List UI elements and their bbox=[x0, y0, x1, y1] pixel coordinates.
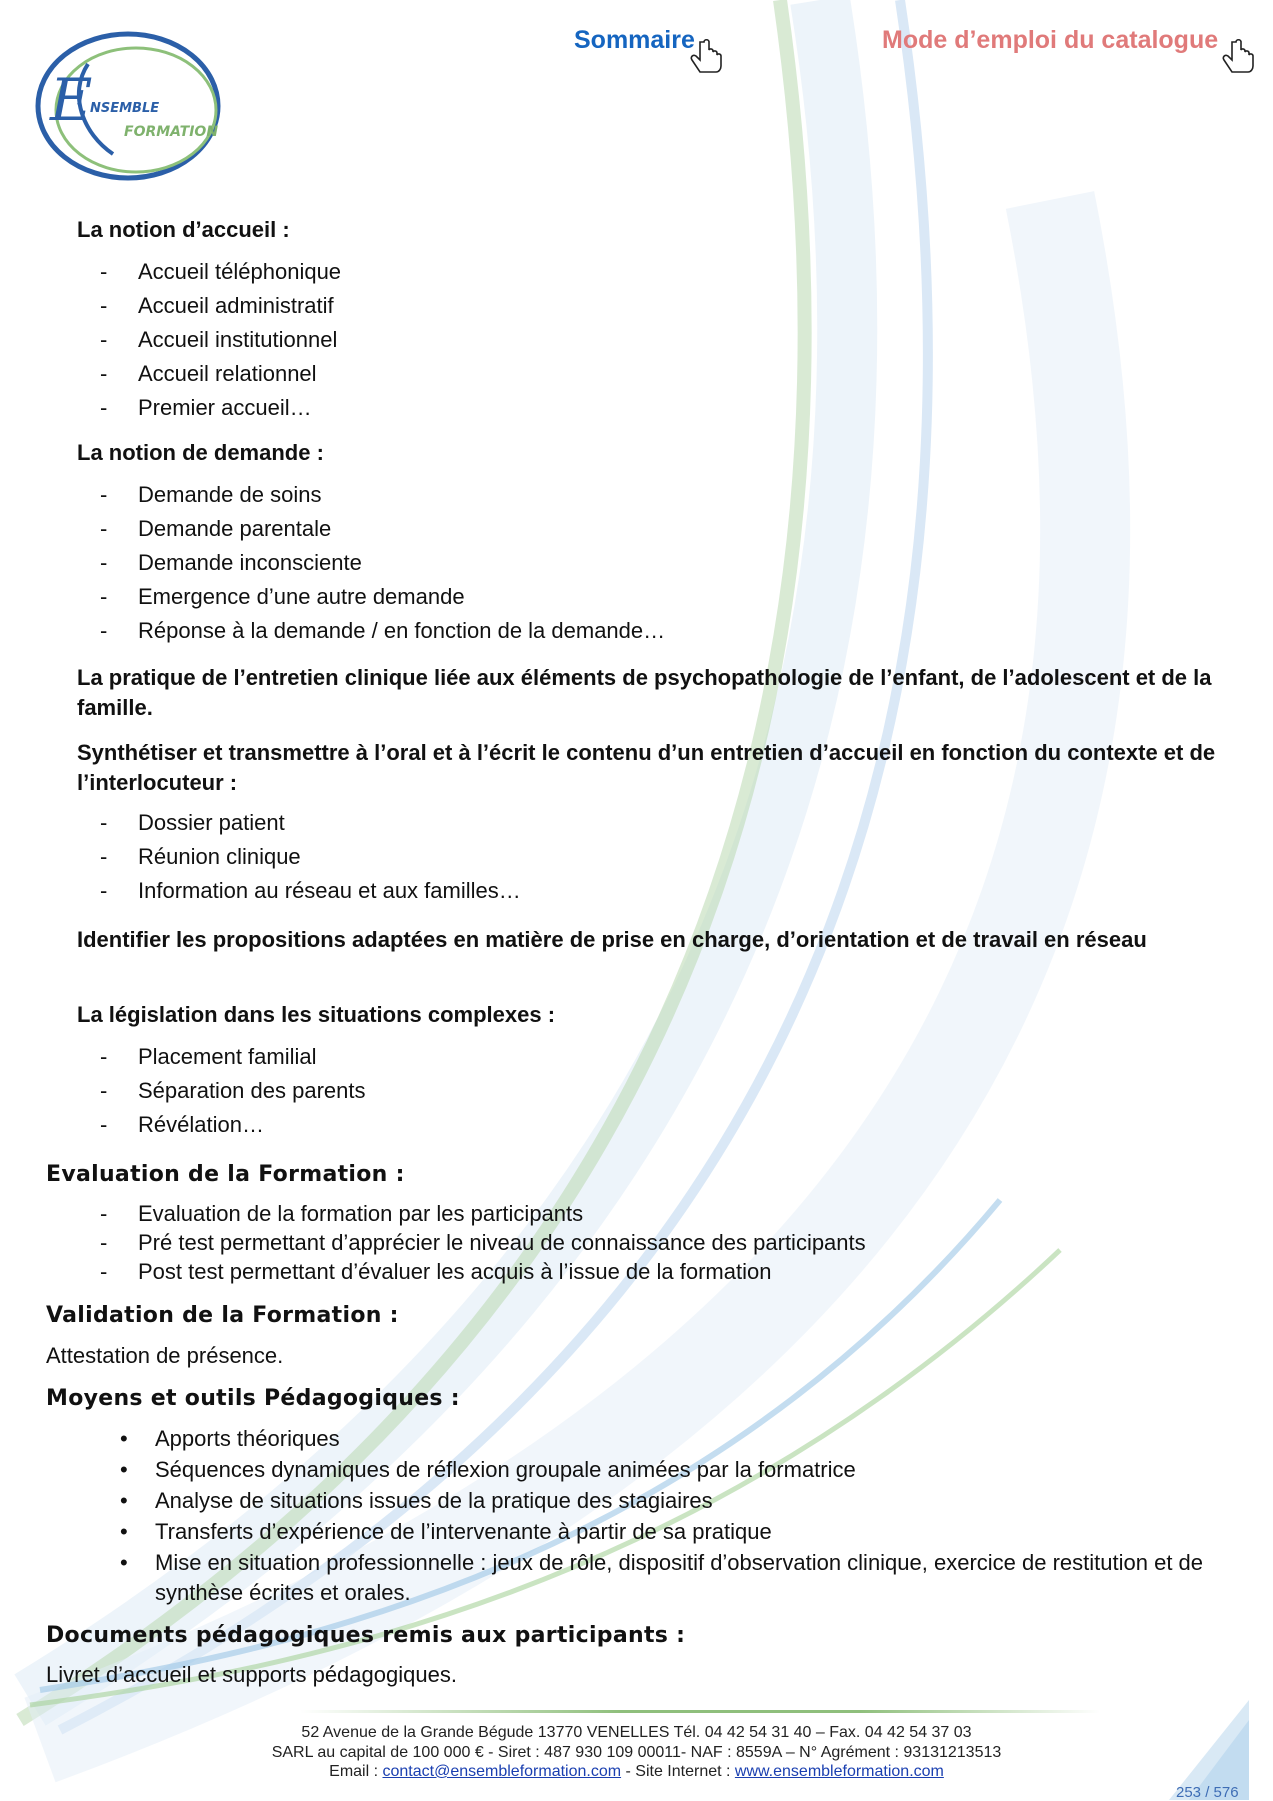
sommaire-link[interactable]: Sommaire bbox=[574, 26, 695, 54]
demande-list bbox=[138, 478, 665, 648]
moyens-list bbox=[155, 1424, 1225, 1609]
moyens-heading: Moyens et outils Pédagogiques : bbox=[46, 1386, 460, 1411]
list-item: • Analyse de situations issues de la pratique des stagiaires bbox=[155, 1486, 1225, 1516]
list-item: - Information au réseau et aux familles… bbox=[138, 874, 521, 908]
synthese-heading: Synthétiser et transmettre à l’oral et à l’écrit le contenu d’un entretien d’accueil en fonction du contexte et de l’interlocuteur : bbox=[77, 740, 1216, 795]
list-item: - Révélation… bbox=[138, 1108, 366, 1142]
demande-heading: La notion de demande : bbox=[77, 440, 324, 465]
footer-contact bbox=[0, 1763, 1273, 1781]
footer-legal: SARL au capital de 100 000 € - Siret : 487 930 109 00011- NAF : 8559A – N° Agrément : 93131213513 bbox=[271, 1744, 1002, 1761]
list-item: • Séquences dynamiques de réflexion groupale animées par la formatrice bbox=[155, 1455, 1225, 1485]
pratique-heading: La pratique de l’entretien clinique liée aux éléments de psychopathologie de l’enfant, de l’adolescent et de la famille. bbox=[77, 665, 1212, 720]
list-item: - Demande de soins bbox=[138, 478, 665, 512]
pointer-hand-icon[interactable] bbox=[1222, 38, 1256, 78]
svg-text:E: E bbox=[50, 66, 93, 134]
list-item: - Accueil institutionnel bbox=[138, 323, 341, 357]
legislation-list bbox=[138, 1040, 366, 1142]
email-link[interactable]: contact@ensembleformation.com bbox=[382, 1763, 622, 1780]
page-number: 253 / 576 bbox=[1176, 1784, 1239, 1801]
accueil-heading: La notion d’accueil : bbox=[77, 217, 290, 242]
list-item: • Apports théoriques bbox=[155, 1424, 1225, 1454]
logo-text-formation: FORMATION bbox=[124, 124, 219, 140]
accueil-list bbox=[138, 255, 341, 425]
documents-text: Livret d’accueil et supports pédagogiques. bbox=[46, 1662, 457, 1687]
list-item: • Transferts d’expérience de l’intervenante à partir de sa pratique bbox=[155, 1517, 1225, 1547]
mode-emploi-link[interactable]: Mode d’emploi du catalogue bbox=[882, 26, 1219, 54]
email-label: Email : bbox=[329, 1763, 383, 1780]
identifier-heading: Identifier les propositions adaptées en matière de prise en charge, d’orientation et de travail en réseau bbox=[77, 927, 1147, 952]
footer-divider bbox=[300, 1710, 1100, 1713]
validation-heading: Validation de la Formation : bbox=[46, 1303, 399, 1328]
list-item: - Demande parentale bbox=[138, 512, 665, 546]
list-item: - Placement familial bbox=[138, 1040, 366, 1074]
list-item: - Accueil téléphonique bbox=[138, 255, 341, 289]
list-item: - Accueil relationnel bbox=[138, 357, 341, 391]
list-item: - Evaluation de la formation par les participants bbox=[138, 1199, 866, 1228]
list-item: - Dossier patient bbox=[138, 806, 521, 840]
pointer-hand-icon[interactable] bbox=[690, 38, 724, 78]
list-item: - Emergence d’une autre demande bbox=[138, 580, 665, 614]
site-label: - Site Internet : bbox=[621, 1763, 735, 1780]
validation-text: Attestation de présence. bbox=[46, 1343, 284, 1368]
list-item: - Réunion clinique bbox=[138, 840, 521, 874]
list-item: - Séparation des parents bbox=[138, 1074, 366, 1108]
legislation-heading: La législation dans les situations complexes : bbox=[77, 1002, 556, 1027]
evaluation-list bbox=[138, 1199, 866, 1286]
list-item: • Mise en situation professionnelle : jeux de rôle, dispositif d’observation clinique, exercice de restitution et de synthèse écrites et orales. bbox=[155, 1548, 1225, 1608]
evaluation-heading: Evaluation de la Formation : bbox=[46, 1162, 405, 1187]
website-link[interactable]: www.ensembleformation.com bbox=[734, 1763, 944, 1780]
list-item: - Accueil administratif bbox=[138, 289, 341, 323]
list-item: - Demande inconsciente bbox=[138, 546, 665, 580]
logo-text-ensemble: NSEMBLE bbox=[90, 101, 160, 116]
list-item: - Réponse à la demande / en fonction de la demande… bbox=[138, 614, 665, 648]
footer-address: 52 Avenue de la Grande Bégude 13770 VENELLES Tél. 04 42 54 31 40 – Fax. 04 42 54 37 03 bbox=[301, 1724, 972, 1741]
list-item: - Pré test permettant d’apprécier le niveau de connaissance des participants bbox=[138, 1228, 866, 1257]
synthese-list bbox=[138, 806, 521, 908]
list-item: - Post test permettant d’évaluer les acquis à l’issue de la formation bbox=[138, 1257, 866, 1286]
documents-heading: Documents pédagogiques remis aux participants : bbox=[46, 1623, 686, 1648]
list-item: - Premier accueil… bbox=[138, 391, 341, 425]
ensemble-formation-logo bbox=[28, 24, 238, 184]
